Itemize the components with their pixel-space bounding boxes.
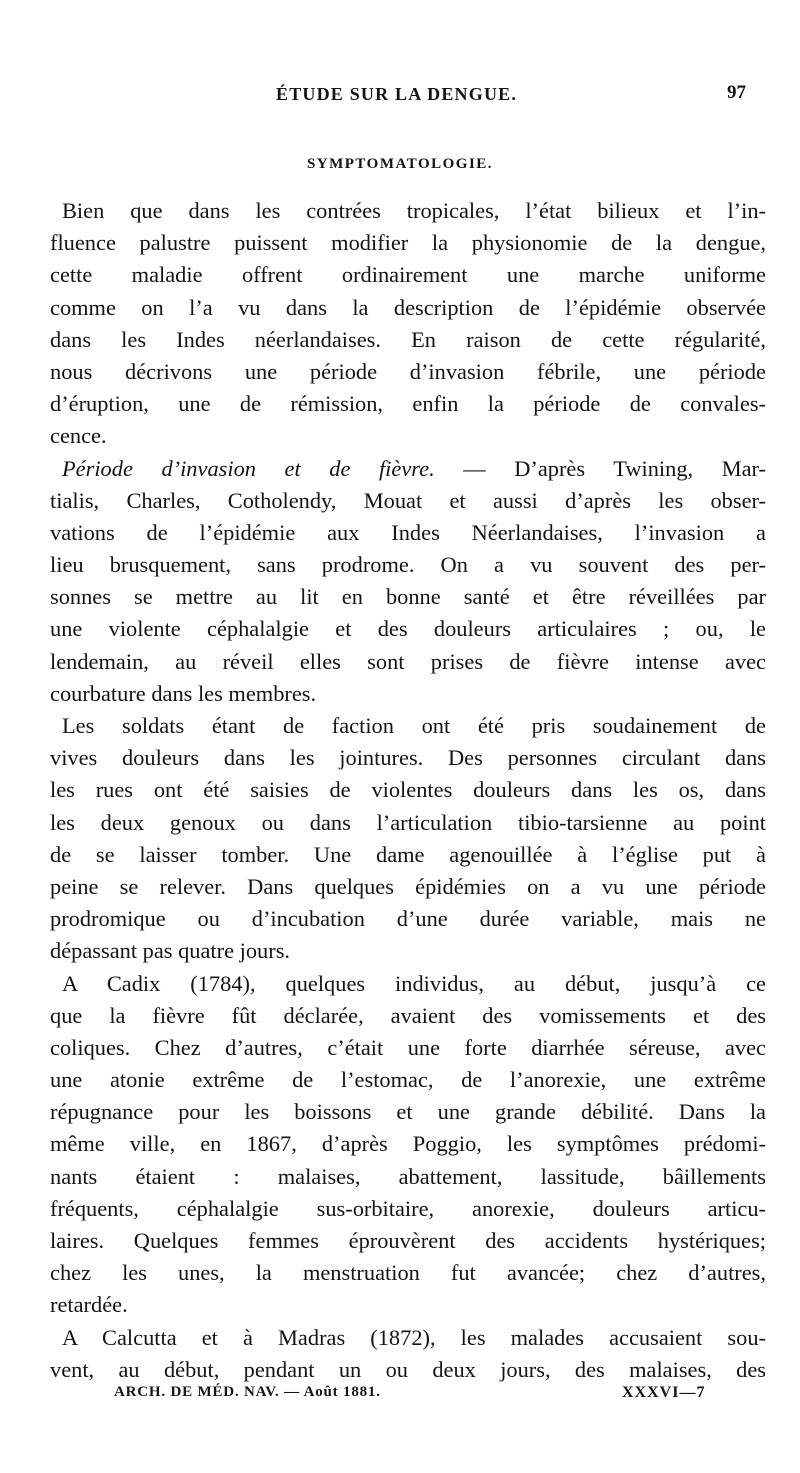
text-line: retardée.	[50, 1292, 128, 1318]
text-fragment: — D’après Twining, Mar-	[434, 455, 766, 481]
text-line: nous décrivons une période d’invasion fébrile, une période	[50, 358, 766, 384]
text-line: comme on l’a vu dans la description de l’épidémie observée	[50, 294, 766, 320]
text-line: tialis, Charles, Cotholendy, Mouat et aussi d’après les obser-	[50, 487, 766, 513]
paragraph-cadix	[50, 968, 766, 1322]
text-line: une violente céphalalgie et des douleurs articulaires ; ou, le	[50, 616, 766, 642]
paragraph-soldiers	[50, 710, 766, 968]
text-line: chez les unes, la menstruation fut avancée; chez d’autres,	[50, 1260, 766, 1286]
text-line: nants étaient : malaises, abattement, lassitude, bâillements	[50, 1163, 766, 1189]
text-line: A Calcutta et à Madras (1872), les malades accusaient sou-	[62, 1324, 766, 1350]
paragraph-calcutta	[50, 1322, 766, 1386]
running-title: ÉTUDE SUR LA DENGUE.	[276, 84, 518, 104]
text-line: vives douleurs dans les jointures. Des personnes circulant dans	[50, 745, 766, 771]
text-line: Bien que dans les contrées tropicales, l’état bilieux et l’in-	[62, 198, 766, 223]
text-line: même ville, en 1867, d’après Poggio, les symptômes prédomi-	[50, 1131, 766, 1157]
text-line: cence.	[50, 423, 107, 449]
page-number: 97	[727, 82, 746, 103]
text-line: de se laisser tomber. Une dame agenouillée à l’église put à	[50, 841, 766, 867]
section-title: SYMPTOMATOLOGIE.	[306, 156, 494, 172]
text-line: que la fièvre fût déclarée, avaient des vomissements et des	[50, 1002, 766, 1028]
body-text	[50, 195, 766, 1386]
text-line: laires. Quelques femmes éprouvèrent des accidents hystériques;	[50, 1228, 766, 1253]
signature-mark: XXXVI—7	[622, 1384, 706, 1401]
text-line	[50, 453, 766, 485]
subsection-heading: Période d’invasion et de fièvre.	[62, 455, 435, 481]
text-line: une atonie extrême de l’estomac, de l’anorexie, une extrême	[50, 1067, 766, 1093]
text-line: lieu brusquement, sans prodrome. On a vu souvent des per-	[50, 552, 766, 578]
text-line: sonnes se mettre au lit en bonne santé et être réveillées par	[50, 584, 766, 610]
paragraph-intro	[50, 195, 766, 453]
text-line: cette maladie offrent ordinairement une marche uniforme	[50, 262, 766, 288]
text-line: coliques. Chez d’autres, c’était une forte diarrhée séreuse, avec	[50, 1034, 766, 1060]
text-line: les deux genoux ou dans l’articulation tibio-tarsienne au point	[50, 809, 766, 835]
text-line: vent, au début, pendant un ou deux jours, des malaises, des	[50, 1356, 766, 1382]
text-line: peine se relever. Dans quelques épidémies on a vu une période	[50, 873, 766, 899]
text-line: les rues ont été saisies de violentes douleurs dans les os, dans	[50, 777, 766, 803]
text-line: d’éruption, une de rémission, enfin la période de convales-	[50, 391, 766, 417]
text-line: prodromique ou d’incubation d’une durée variable, mais ne	[50, 906, 766, 932]
text-line: fréquents, céphalalgie sus-orbitaire, anorexie, douleurs articu-	[50, 1195, 766, 1221]
text-line: répugnance pour les boissons et une grande débilité. Dans la	[50, 1099, 766, 1125]
text-line: fluence palustre puissent modifier la physionomie de la dengue,	[50, 230, 766, 256]
text-line: A Cadix (1784), quelques individus, au début, jusqu’à ce	[62, 970, 766, 996]
paragraph-invasion	[50, 453, 766, 711]
journal-footer: ARCH. DE MÉD. NAV. — Août 1881.	[114, 1384, 381, 1400]
text-line: lendemain, au réveil elles sont prises de fièvre intense avec	[50, 648, 766, 674]
text-line: Les soldats étant de faction ont été pris soudainement de	[62, 713, 766, 738]
text-line: dans les Indes néerlandaises. En raison de cette régularité,	[50, 326, 766, 352]
text-line: courbature dans les membres.	[50, 680, 317, 706]
text-line: dépassant pas quatre jours.	[50, 938, 291, 964]
text-line: vations de l’épidémie aux Indes Néerlandaises, l’invasion a	[50, 519, 766, 545]
